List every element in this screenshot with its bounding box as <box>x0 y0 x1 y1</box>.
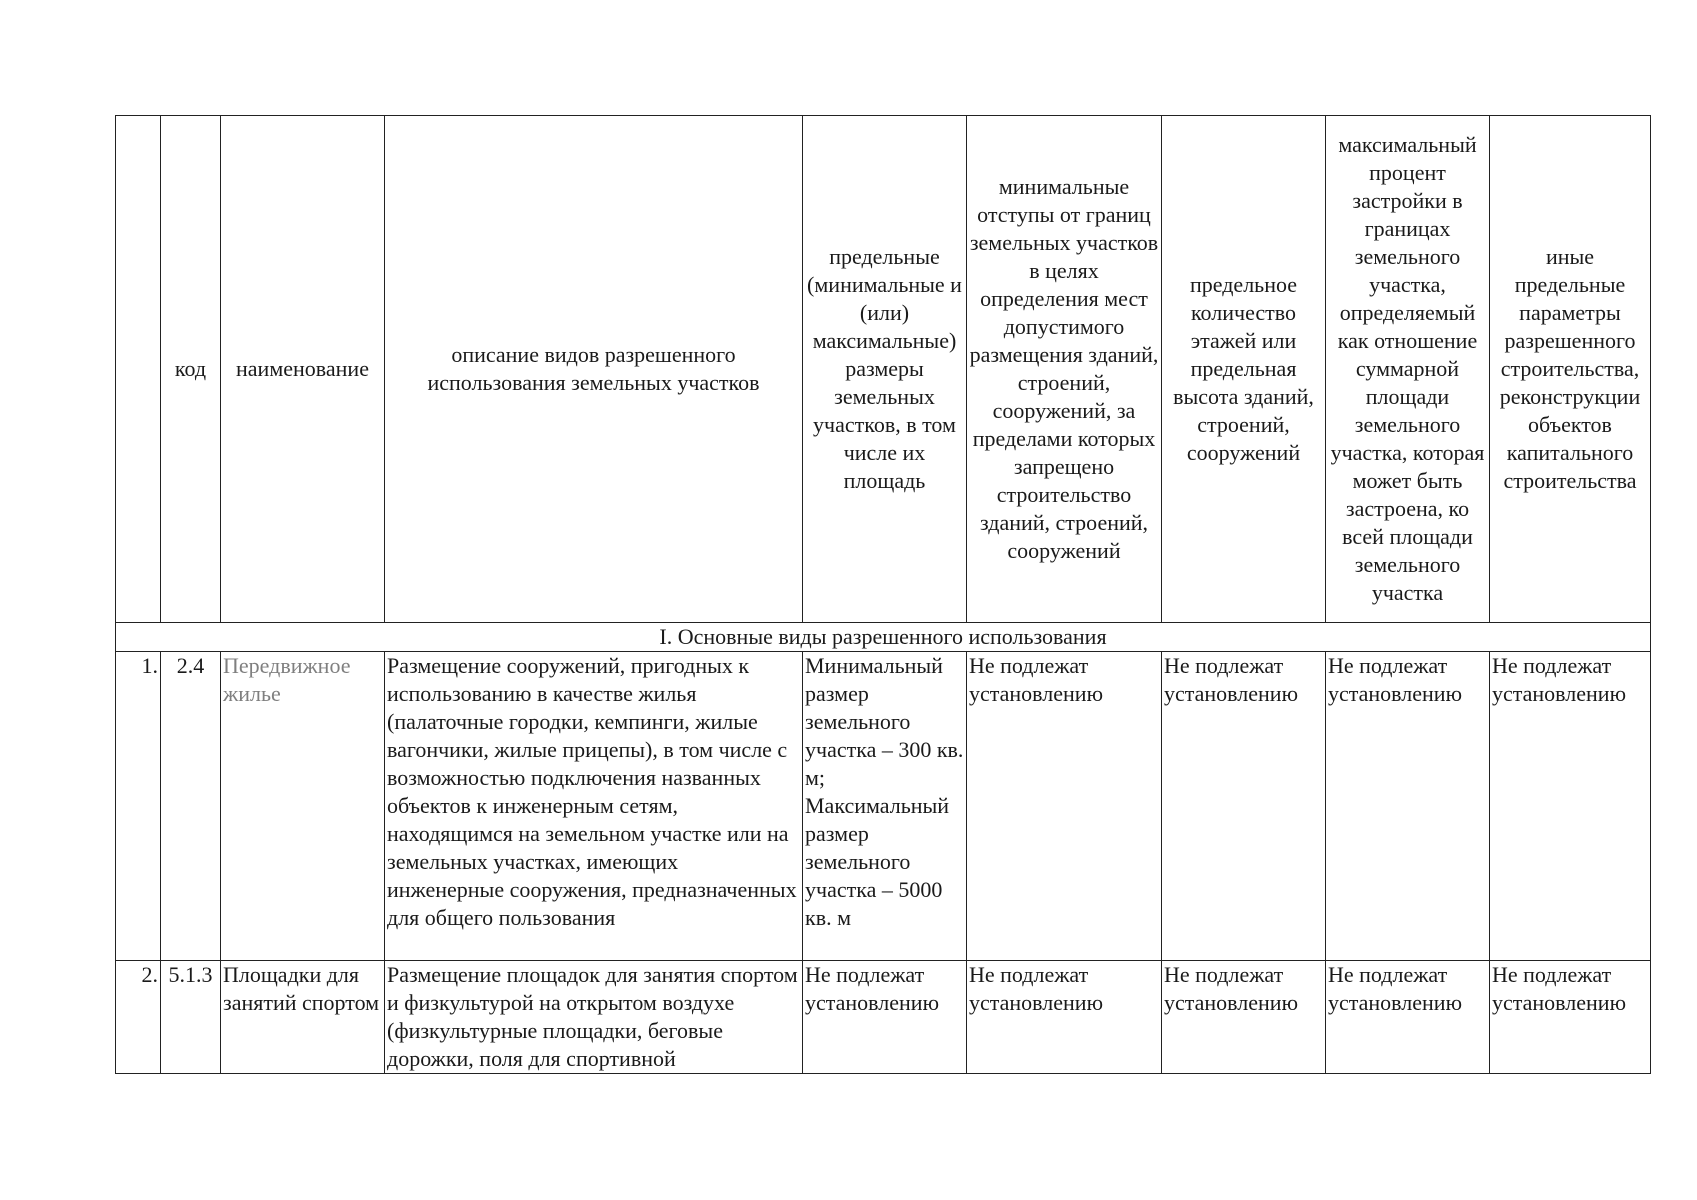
row-description: Размещение площадок для занятия спортом и физкультурой на открытом воздухе (физкультурные площадки, беговые дорожки, поля для спортивной <box>385 961 803 1074</box>
row-code: 2.4 <box>161 652 221 961</box>
row-setbacks: Не подлежат установлению <box>967 652 1162 961</box>
row-plot-sizes: Минимальный размер земельного участка – 300 кв. м; Максимальный размер земельного участка – 5000 кв. м <box>803 652 967 961</box>
header-floors: предельное количество этажей или предельная высота зданий, строений, сооружений <box>1162 116 1326 623</box>
row-other-params: Не подлежат установлению <box>1490 652 1651 961</box>
row-description: Размещение сооружений, пригодных к использованию в качестве жилья (палаточные городки, кемпинги, жилые вагончики, жилые прицепы), в том числе с возможностью подключения названных объектов к инженерным сетям, находящимся на земельном участке или на земельных участках, имеющих инженерные сооружения, предназначенных для общего пользования <box>385 652 803 961</box>
row-number: 1. <box>116 652 161 961</box>
header-row <box>116 116 1651 623</box>
header-coverage: максимальный процент застройки в границах земельного участка, определяемый как отношение суммарной площади земельного участка, которая может быть застроена, ко всей площади земельного участка <box>1326 116 1490 623</box>
header-setbacks: минимальные отступы от границ земельных участков в целях определения мест допустимого размещения зданий, строений, сооружений, за пределами которых запрещено строительство зданий, строений, сооружений <box>967 116 1162 623</box>
table-row <box>116 961 1651 1074</box>
header-other-params: иные предельные параметры разрешенного строительства, реконструкции объектов капитального строительства <box>1490 116 1651 623</box>
header-code: код <box>161 116 221 623</box>
header-name: наименование <box>221 116 385 623</box>
row-coverage: Не подлежат установлению <box>1326 652 1490 961</box>
row-name: Площадки для занятий спортом <box>221 961 385 1074</box>
section-row <box>116 623 1651 652</box>
row-name: Передвижное жилье <box>221 652 385 961</box>
row-floors: Не подлежат установлению <box>1162 961 1326 1074</box>
row-code: 5.1.3 <box>161 961 221 1074</box>
section-title: I. Основные виды разрешенного использования <box>116 623 1651 652</box>
row-number: 2. <box>116 961 161 1074</box>
row-coverage: Не подлежат установлению <box>1326 961 1490 1074</box>
land-use-table <box>115 115 1651 1074</box>
header-description: описание видов разрешенного использования земельных участков <box>385 116 803 623</box>
table-row <box>116 652 1651 961</box>
header-number <box>116 116 161 623</box>
row-other-params: Не подлежат установлению <box>1490 961 1651 1074</box>
header-plot-sizes: предельные (минимальные и (или) максимальные) размеры земельных участков, в том числе их площадь <box>803 116 967 623</box>
row-setbacks: Не подлежат установлению <box>967 961 1162 1074</box>
row-plot-sizes: Не подлежат установлению <box>803 961 967 1074</box>
row-floors: Не подлежат установлению <box>1162 652 1326 961</box>
